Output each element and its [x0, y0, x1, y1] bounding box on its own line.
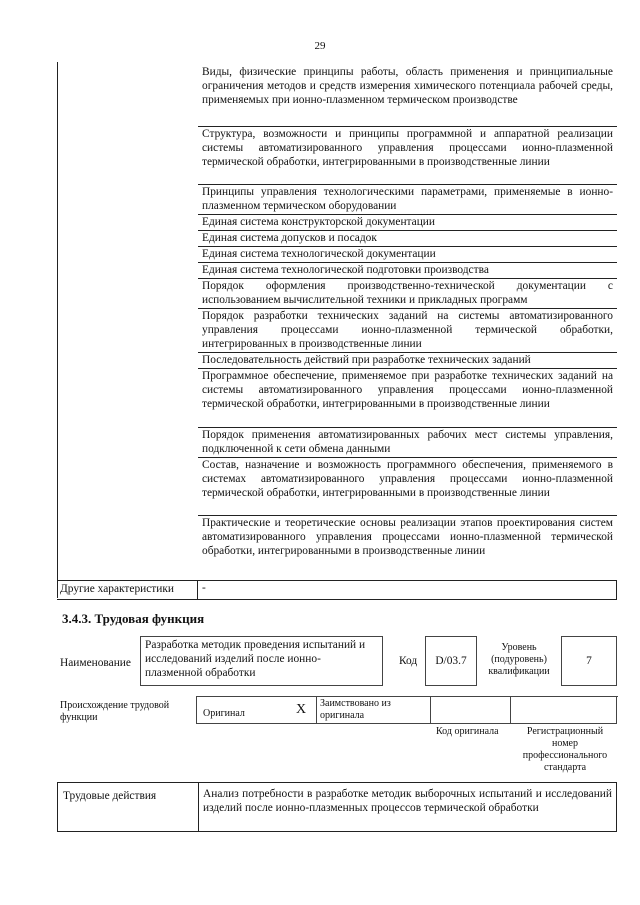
knowledge-row: Единая система конструкторской документации	[198, 215, 617, 231]
knowledge-row: Единая система технологической документации	[198, 247, 617, 263]
knowledge-row: Практические и теоретические основы реализации этапов проектирования систем автоматизированного управления процессами ионно-плазменной термической обработки, интегрированными в производственные линии	[202, 517, 613, 557]
original-mark: X	[296, 702, 307, 717]
code-box	[425, 636, 477, 686]
code-value: D/03.7	[435, 655, 467, 667]
page-number: 29	[314, 40, 326, 52]
knowledge-row: Порядок применения автоматизированных рабочих мест системы управления, подключенной к сети обмена данными	[198, 428, 617, 458]
borrowed-label: Заимствовано из оригинала	[320, 698, 391, 721]
level-label: Уровень (подуровень) квалификации	[488, 642, 550, 677]
origin-label: Происхождение трудовой функции	[60, 700, 170, 723]
name-label: Наименование	[60, 657, 131, 669]
knowledge-row: Порядок оформления производственно-технической документации с использованием вычислительной техники и прикладных программ	[198, 279, 617, 309]
other-characteristics-label: Другие характеристики	[60, 583, 175, 595]
knowledge-row: Программное обеспечение, применяемое при разработке технических заданий на системы автоматизированного управления процессами ионно-плазменной термической обработки, интегрированными в производственные линии	[198, 369, 617, 428]
labor-actions-label: Трудовые действия	[63, 790, 157, 802]
labor-actions-value: Анализ потребности в разработке методик выборочных испытаний и исследований изделий после ионно-плазменных процессов термической обработки	[203, 788, 612, 814]
original-label: Оригинал	[203, 708, 245, 719]
knowledge-row: Порядок разработки технических заданий на системы автоматизированного управления процессами ионно-плазменной термической обработки, интегрированных в производственные линии	[198, 309, 617, 353]
code-label: Код	[399, 655, 418, 667]
level-value: 7	[586, 655, 592, 667]
knowledge-row: Последовательность действий при разработке технических заданий	[198, 353, 617, 369]
knowledge-left-column	[57, 62, 198, 598]
knowledge-row: Единая система технологической подготовки производства	[198, 263, 617, 279]
knowledge-row: Структура, возможности и принципы программной и аппаратной реализации системы автоматизированного управления процессами ионно-плазменной термической обработки, интегрированными в производственные линии	[198, 127, 617, 185]
other-characteristics-value: -	[202, 582, 206, 594]
code-original-label: Код оригинала	[436, 726, 499, 737]
reg-number-label: Регистрационный номер профессионального стандарта	[522, 726, 608, 773]
knowledge-row: Принципы управления технологическими параметрами, применяемые в ионно-плазменном термическом оборудовании	[198, 185, 617, 215]
section-title: 3.4.3. Трудовая функция	[62, 611, 205, 626]
knowledge-row: Виды, физические принципы работы, область применения и принципиальные ограничения методов и средств измерения химического потенциала рабочей среды, применяемых при ионно-плазменном термическом производстве	[198, 65, 617, 127]
level-box	[561, 636, 617, 686]
other-characteristics-row	[57, 580, 617, 600]
knowledge-row: Единая система допусков и посадок	[198, 231, 617, 247]
knowledge-row: Состав, назначение и возможность программного обеспечения, применяемого в системах автоматизированного управления процессами ионно-плазменной термической обработки, интегрированными в производственные линии	[198, 458, 617, 516]
labor-actions-row	[57, 782, 617, 832]
name-value-box	[140, 636, 383, 686]
name-value: Разработка методик проведения испытаний и исследований изделий после ионно-плазменной обработки	[145, 639, 366, 679]
